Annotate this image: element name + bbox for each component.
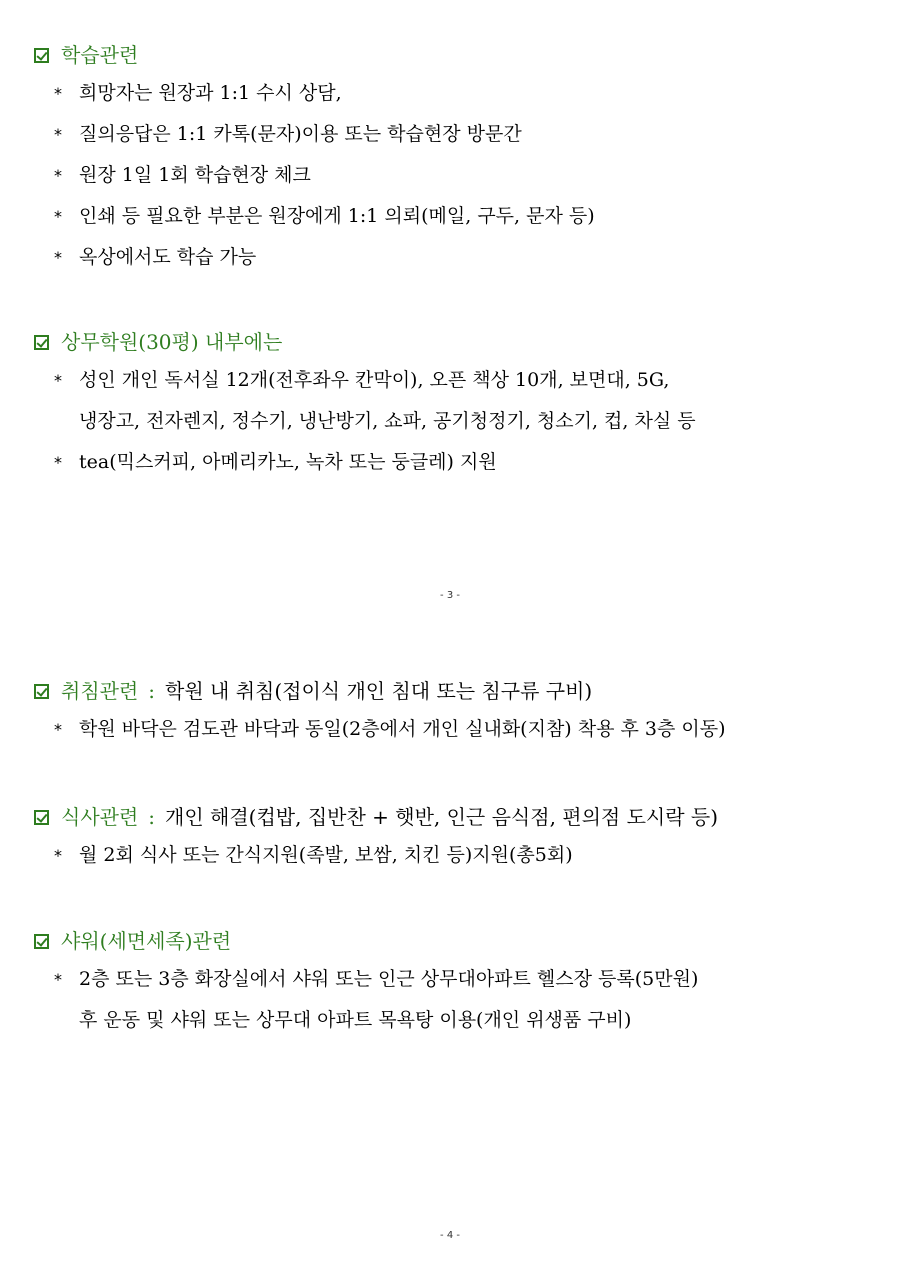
list-item: * 2층 또는 3층 화장실에서 샤워 또는 인근 상무대아파트 헬스장 등록(5만원) [34, 959, 880, 1000]
section-title: 샤워(세면세족)관련 [61, 929, 232, 953]
item-list [34, 73, 880, 278]
list-item: * 인쇄 등 필요한 부분은 원장에게 1:1 의뢰(메일, 구두, 문자 등) [34, 196, 880, 237]
list-item: * 원장 1일 1회 학습현장 체크 [34, 155, 880, 196]
asterisk-bullet-icon: * [54, 720, 62, 739]
section-title: 학습관련 [61, 43, 139, 67]
heading-separator: : [148, 679, 156, 703]
section-heading [34, 676, 880, 706]
item-list [34, 835, 880, 876]
section-study [34, 40, 880, 278]
page-number: - 3 - [440, 590, 460, 601]
section-meals [34, 802, 880, 876]
item-list [34, 360, 880, 483]
list-item: * 학원 바닥은 검도관 바닥과 동일(2층에서 개인 실내화(지참) 착용 후 3층 이동) [34, 709, 880, 750]
asterisk-bullet-icon: * [54, 207, 62, 226]
item-list [34, 709, 880, 750]
item-list [34, 959, 880, 1041]
list-item: * 희망자는 원장과 1:1 수시 상담, [34, 73, 880, 114]
list-item-continuation: 냉장고, 전자렌지, 정수기, 냉난방기, 쇼파, 공기청정기, 청소기, 컵, 차실 등 [79, 410, 696, 432]
section-facilities [34, 327, 880, 483]
checkbox-icon [34, 810, 49, 825]
section-title: 식사관련 [61, 805, 139, 829]
asterisk-bullet-icon: * [54, 371, 62, 390]
list-item: * tea(믹스커피, 아메리카노, 녹차 또는 둥글레) 지원 [34, 442, 880, 483]
section-heading [34, 327, 880, 357]
section-subtitle: 개인 해결(컵밥, 집반찬 + 햇반, 인근 음식점, 편의점 도시락 등) [165, 805, 719, 829]
section-title: 취침관련 [61, 679, 139, 703]
section-heading [34, 926, 880, 956]
list-item-continuation: 후 운동 및 샤워 또는 상무대 아파트 목욕탕 이용(개인 위생품 구비) [79, 1009, 632, 1031]
list-item: * 질의응답은 1:1 카톡(문자)이용 또는 학습현장 방문간 [34, 114, 880, 155]
asterisk-bullet-icon: * [54, 125, 62, 144]
list-item: * 월 2회 식사 또는 간식지원(족발, 보쌈, 치킨 등)지원(총5회) [34, 835, 880, 876]
section-heading [34, 802, 880, 832]
asterisk-bullet-icon: * [54, 166, 62, 185]
checkbox-icon [34, 934, 49, 949]
asterisk-bullet-icon: * [54, 970, 62, 989]
asterisk-bullet-icon: * [54, 84, 62, 103]
section-title: 상무학원(30평) 내부에는 [61, 330, 283, 354]
asterisk-bullet-icon: * [54, 846, 62, 865]
section-subtitle: 학원 내 취침(접이식 개인 침대 또는 침구류 구비) [165, 679, 593, 703]
checkbox-icon [34, 48, 49, 63]
document-page-3 [0, 0, 900, 610]
asterisk-bullet-icon: * [54, 248, 62, 267]
list-item: * 옥상에서도 학습 가능 [34, 237, 880, 278]
section-sleeping [34, 676, 880, 750]
document-page-4 [0, 610, 900, 1272]
section-shower [34, 926, 880, 1041]
checkbox-icon [34, 335, 49, 350]
heading-separator: : [148, 805, 156, 829]
asterisk-bullet-icon: * [54, 453, 62, 472]
section-heading [34, 40, 880, 70]
page-number: - 4 - [440, 1230, 460, 1241]
list-item: * 성인 개인 독서실 12개(전후좌우 칸막이), 오픈 책상 10개, 보면대, 5G, [34, 360, 880, 401]
checkbox-icon [34, 684, 49, 699]
